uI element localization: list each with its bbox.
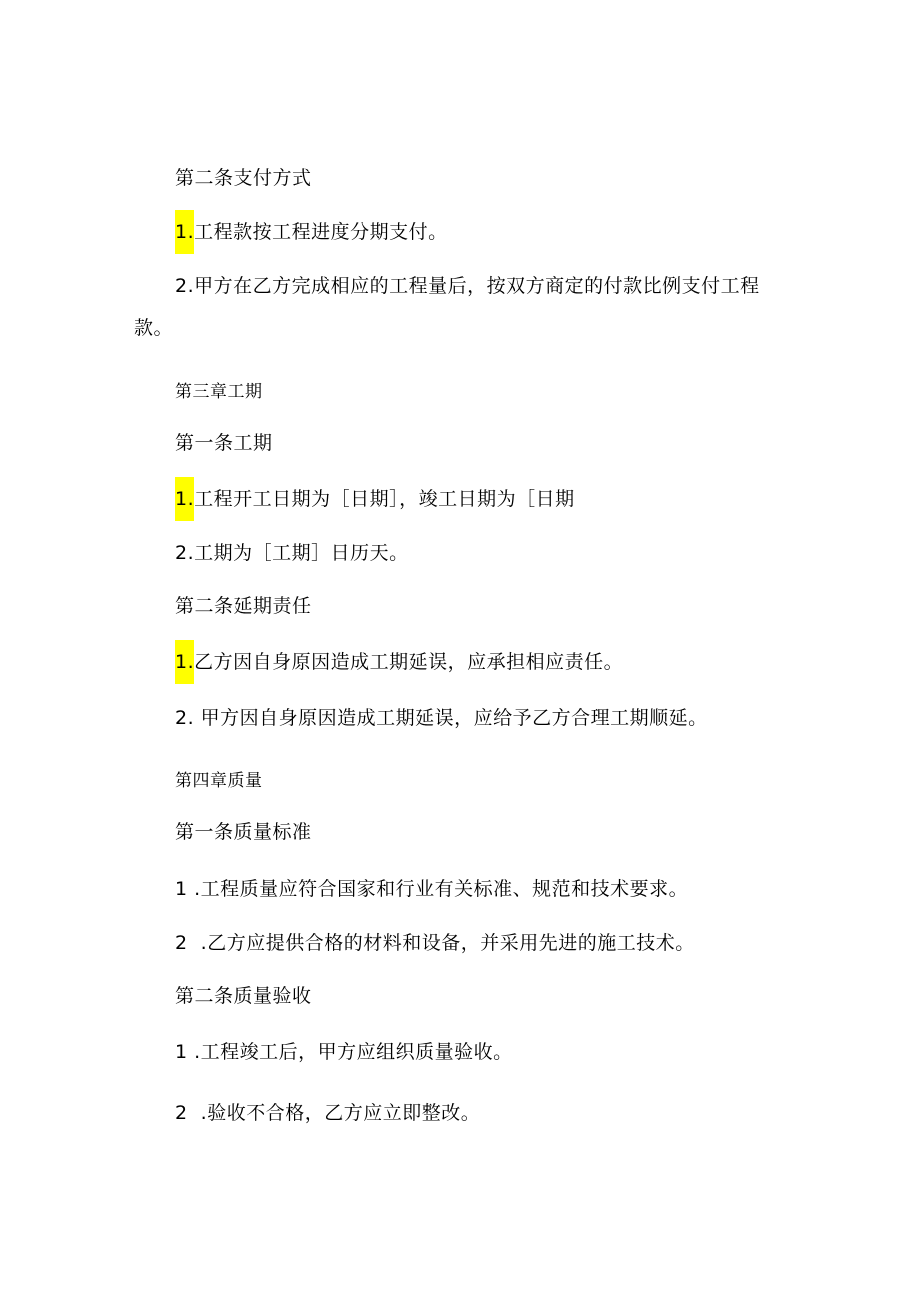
article-title: 第二条质量验收 bbox=[175, 985, 312, 1007]
highlight-mark: 1. bbox=[175, 477, 194, 521]
list-item: 1.工程款按工程进度分期支付。 bbox=[175, 217, 448, 247]
article-title: 第一条工期 bbox=[175, 432, 273, 454]
list-item: 2.甲方在乙方完成相应的工程量后，按双方商定的付款比例支付工程 bbox=[175, 275, 760, 297]
list-item: 2.工期为［工期］日历天。 bbox=[175, 542, 409, 564]
list-item: 2 .乙方应提供合格的材料和设备，并采用先进的施工技术。 bbox=[175, 932, 695, 954]
list-item: 1.工程开工日期为［日期］，竣工日期为［日期 bbox=[175, 484, 575, 514]
article-title: 第一条质量标准 bbox=[175, 821, 312, 843]
list-item: 1 .工程质量应符合国家和行业有关标准、规范和技术要求。 bbox=[175, 878, 689, 900]
highlight-mark: 1. bbox=[175, 640, 194, 684]
list-item: 1.乙方因自身原因造成工期延误，应承担相应责任。 bbox=[175, 647, 623, 677]
highlight-mark: 1. bbox=[175, 210, 194, 254]
list-item-continuation: 款。 bbox=[134, 317, 174, 339]
list-item: 1 .工程竣工后，甲方应组织质量验收。 bbox=[175, 1041, 513, 1063]
article-title-payment-method: 第二条支付方式 bbox=[175, 167, 312, 189]
chapter-title: 第三章工期 bbox=[175, 382, 263, 402]
list-item: 2 .验收不合格，乙方应立即整改。 bbox=[175, 1102, 481, 1124]
list-item: 2. 甲方因自身原因造成工期延误，应给予乙方合理工期顺延。 bbox=[175, 707, 708, 729]
chapter-title: 第四章质量 bbox=[175, 771, 263, 791]
article-title: 第二条延期责任 bbox=[175, 595, 312, 617]
